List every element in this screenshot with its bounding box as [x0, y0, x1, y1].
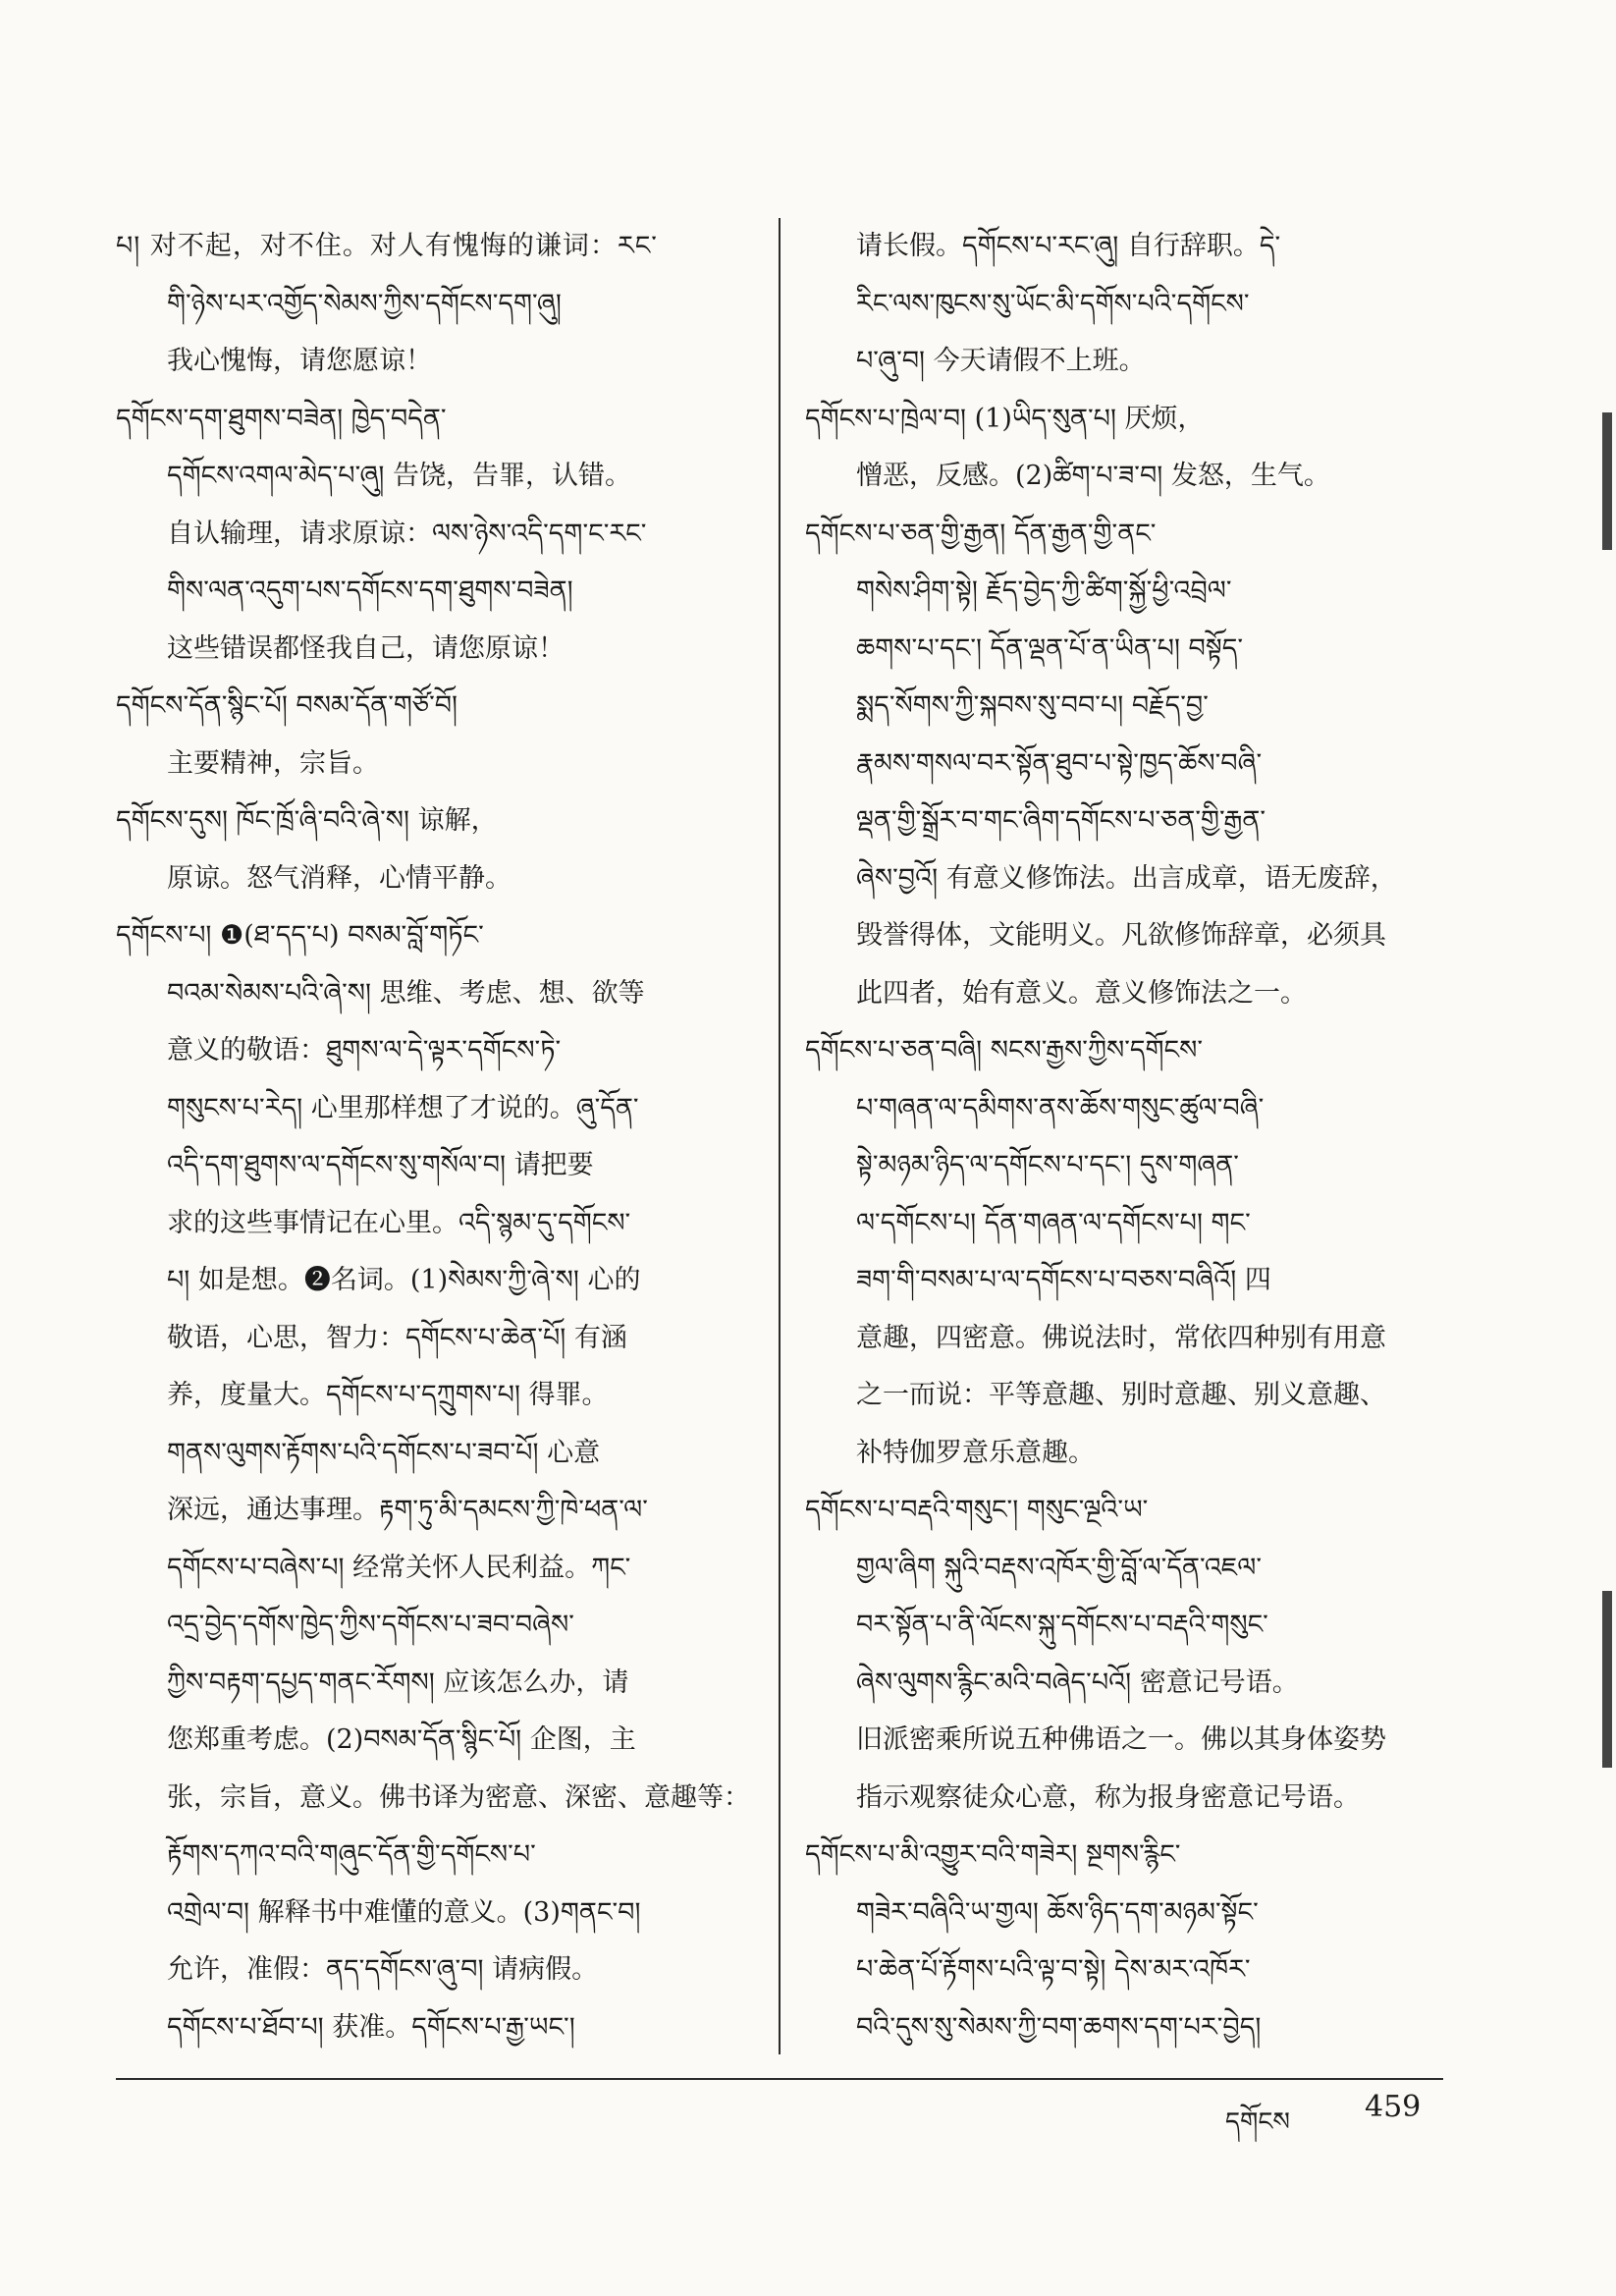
entry-line: པ་གཞན་ལ་དམིགས་ནས་ཆོས་གསུང་ཚུལ་བཞི་ — [856, 1092, 1265, 1123]
entry-line: དགོངས་པ་བརྡའི་གསུང་། གསུང་ལྔའི་ཡ་ — [805, 1495, 1149, 1525]
entry-line: 原谅。怒气消释，心情平静。 — [167, 862, 512, 894]
entry-line: ཞེས་བྱའོ། 有意义修饰法。出言成章，语无废辞， — [856, 862, 1397, 894]
entry-line: སྟེ་མཉམ་ཉིད་ལ་དགོངས་པ་དང་། དུས་གཞན་ — [856, 1150, 1239, 1180]
entry-line: ཟག་གི་བསམ་པ་ལ་དགོངས་པ་བཅས་བཞིའོ། 四 — [856, 1265, 1271, 1295]
entry-line: 这些错误都怪我自己，请您原谅！ — [167, 632, 565, 664]
edge-scan-mark — [1602, 1591, 1612, 1768]
entry-line: གྱལ་ཞིག སྐུའི་བརྡས་འཁོར་གྱི་བློ་ལ་དོན་འཇལ་ — [856, 1552, 1263, 1583]
page-number: 459 — [1365, 2090, 1422, 2124]
left-column — [116, 218, 759, 2056]
entry-line: ལྡན་གྱི་སྒྲོར་བ་གང་ཞིག་དགོངས་པ་ཅན་གྱི་རྒྱན་ — [856, 805, 1266, 836]
entry-line: དགོངས་དག་ཐུགས་བཟེན། ཁྱེད་བདེན་ — [116, 403, 447, 434]
entry-line: དགོངས་པ་མི་འགྱུར་བའི་གཟེར། སྔགས་རྙིང་ — [805, 1839, 1181, 1870]
entry-line: པ་ཞུ་བ། 今天请假不上班。 — [856, 346, 1146, 376]
entry-line: 补特伽罗意乐意趣。 — [856, 1437, 1095, 1468]
entry-line: 求的这些事情记在心里。འདི་སྙམ་དུ་དགོངས་ — [167, 1207, 631, 1238]
entry-line: གསེས་ཤིག་སྟེ། རྗོད་བྱེད་ཀྱི་ཚིག་སྐྱོ་ཕྱི་འབྲེལ་ — [856, 575, 1232, 606]
entry-line: འདྲ་བྱེད་དགོས་ཁྱེད་ཀྱིས་དགོངས་པ་ཟབ་བཞེས་ — [167, 1610, 574, 1640]
entry-line: 之一而说：平等意趣、别时意趣、别义意趣、 — [856, 1380, 1386, 1410]
right-column — [805, 218, 1441, 2056]
entry-dgongs-dag — [116, 391, 759, 679]
column-divider — [779, 218, 781, 2054]
entry-line: 敬语，心思，智力：དགོངས་པ་ཆེན་པོ། 有涵 — [167, 1322, 627, 1353]
entry-line: འདི་དག་ཐུགས་ལ་དགོངས་སུ་གསོལ་བ། 请把要 — [167, 1150, 594, 1180]
entry-line: པ་ཆེན་པོ་རྟོགས་པའི་ལྟ་བ་སྟེ། དེས་མར་འཁོར་ — [856, 1954, 1251, 1985]
entry-line: 指示观察徒众心意，称为报身密意记号语。 — [856, 1781, 1360, 1813]
entry-line: རྟོགས་དཀའ་བའི་གཞུང་དོན་གྱི་དགོངས་པ་ — [167, 1839, 536, 1870]
entry-line: དགོངས་འགལ་མེད་པ་ཞུ། 告饶，告罪，认错。 — [167, 461, 631, 491]
entry-line: འགྲེལ་བ། 解释书中难懂的意义。(3)གནང་བ། — [167, 1896, 641, 1928]
entry-line: 张，宗旨，意义。佛书译为密意、深密、意趣等： — [167, 1781, 750, 1813]
entry-line: སྨད་སོགས་ཀྱི་སྐབས་སུ་བབ་པ། བརྗོད་བྱ་ — [856, 690, 1209, 721]
entry-line: གནས་ལུགས་རྟོགས་པའི་དགོངས་པ་ཟབ་པོ། 心意 — [167, 1437, 601, 1468]
entry-dgongs-pa-can-bzhi — [805, 1022, 1441, 1482]
entry-line: 允许，准假：ནད་དགོངས་ཞུ་བ། 请病假。 — [167, 1954, 599, 1985]
entry-line: 意趣，四密意。佛说法时，常依四种别有用意 — [856, 1322, 1386, 1353]
entry-line: གིས་ལན་འདུག་པས་དགོངས་དག་ཐུགས་བཟེན། — [167, 575, 573, 606]
edge-scan-mark — [1602, 412, 1612, 550]
entry-line: རིང་ལས་ཁུངས་སུ་ཡོང་མི་དགོས་པའི་དགོངས་ — [856, 288, 1250, 319]
entry-dgongs-pa-mi-gyur-bai-gzer — [805, 1827, 1441, 2056]
entry-line: ཀྱིས་བརྟག་དཔྱད་གནང་རོགས། 应该怎么办，请 — [167, 1667, 629, 1698]
entry-dgongs-pa-brdai-gsung — [805, 1482, 1441, 1827]
entry-line: ལ་དགོངས་པ། དོན་གཞན་ལ་དགོངས་པ། གང་ — [856, 1207, 1251, 1238]
entry-line: བའི་དུས་སུ་སེམས་ཀྱི་བག་ཆགས་དག་པར་བྱེད། — [856, 2011, 1262, 2043]
entry-dgongs-pa-khrel-ba — [805, 391, 1441, 506]
entry-line: གཟེར་བཞིའི་ཡ་གྱལ། ཆོས་ཉིད་དག་མཉམ་སྟོང་ — [856, 1896, 1259, 1928]
entry-line: 您郑重考虑。(2)བསམ་དོན་སྙིང་པོ། 企图，主 — [167, 1724, 636, 1755]
footer-rule — [116, 2078, 1443, 2080]
entry-line: 旧派密乘所说五种佛语之一。佛以其身体姿势 — [856, 1724, 1386, 1755]
entry-line: ཆགས་པ་དང་། དོན་ལྡན་པོ་ན་ཡིན་པ། བསྟོད་ — [856, 632, 1244, 664]
entry-continuation-left — [116, 218, 759, 391]
entry-line: 养，度量大。དགོངས་པ་དཀྲུགས་པ། 得罪。 — [167, 1380, 609, 1410]
entry-line: པ། 如是想。❷名词。(1)སེམས་ཀྱི་ཞེ་ས། 心的 — [167, 1265, 641, 1295]
entry-line: 意义的敬语：ཐུགས་ལ་དེ་ལྟར་དགོངས་ཏེ་ — [167, 1035, 562, 1066]
entry-line: ཞེས་ལུགས་རྙིང་མའི་བཞེད་པའོ། 密意记号语。 — [856, 1667, 1299, 1698]
entry-line: 我心愧悔，请您愿谅！ — [167, 346, 432, 376]
entry-line: 自认输理，请求原谅：ལས་ཉེས་འདི་དག་ང་རང་ — [167, 518, 647, 549]
entry-line: 主要精神，宗旨。 — [167, 747, 379, 779]
entry-line: དགོངས་པ་བཞེས་པ། 经常关怀人民利益。ཀང་ — [167, 1552, 631, 1583]
entry-line: པ། 对不起，对不住。对人有愧悔的谦词：རང་ — [116, 231, 658, 261]
entry-dgongs-dus — [116, 793, 759, 907]
running-footer-word: དགོངས — [1225, 2107, 1290, 2137]
entry-line: བར་སྟོན་པ་ནི་ལོངས་སྐུ་དགོངས་པ་བརྡའི་གསུང་ — [856, 1610, 1268, 1640]
entry-line: དགོངས་དོན་སྙིང་པོ། བསམ་དོན་གཙོ་བོ། — [116, 690, 458, 721]
entry-line: དགོངས་པ་ཅན་གྱི་རྒྱན། དོན་རྒྱན་གྱི་ནང་ — [805, 518, 1157, 549]
entry-line: བའམ་སེམས་པའི་ཞེ་ས། 思维、考虑、想、欲等 — [167, 977, 645, 1009]
entry-line: 请长假。དགོངས་པ་རང་ཞུ། 自行辞职。དེ་ — [856, 231, 1281, 261]
entry-line: གི་ཉེས་པར་འགྱོད་སེམས་ཀྱིས་དགོངས་དག་ཞུ། — [167, 288, 562, 319]
entry-line: དགོངས་པ་ཁྲེལ་བ། (1)ཡིད་སུན་པ། 厌烦， — [805, 403, 1205, 434]
entry-dgongs-don — [116, 678, 759, 793]
entry-line: དགོངས་དུས། ཁོང་ཁྲོ་ཞི་བའི་ཞེ་ས། 谅解， — [116, 805, 498, 836]
entry-continuation-right — [805, 218, 1441, 391]
entry-dgongs-pa-can-gyi-rgyan — [805, 506, 1441, 1023]
entry-line: གསུངས་པ་རེད། 心里那样想了才说的。ཞུ་དོན་ — [167, 1092, 639, 1123]
entry-line: 此四者，始有意义。意义修饰法之一。 — [856, 977, 1307, 1009]
entry-line: དགོངས་པ་ཐོབ་པ། 获准。དགོངས་པ་རྒྱ་ཡང་། — [167, 2011, 575, 2043]
entry-line: 深远，通达事理。རྟག་ཏུ་མི་དམངས་ཀྱི་ཁེ་ཕན་ལ་ — [167, 1495, 648, 1525]
entry-line: རྣམས་གསལ་བར་སྟོན་ཐུབ་པ་སྟེ་ཁྱད་ཆོས་བཞི་ — [856, 747, 1263, 779]
entry-line: དགོངས་པ་ཅན་བཞི། སངས་རྒྱས་ཀྱིས་དགོངས་ — [805, 1035, 1203, 1066]
entry-line: 憎恶，反感。(2)ཚིག་པ་ཟ་བ། 发怒，生气。 — [856, 461, 1330, 491]
entry-line: དགོངས་པ། ❶(ཐ་དད་པ) བསམ་བློ་གཏོང་ — [116, 920, 484, 951]
entry-line: 毁誉得体，文能明义。凡欲修饰辞章，必须具 — [856, 920, 1386, 951]
entry-dgongs-pa — [116, 907, 759, 2056]
